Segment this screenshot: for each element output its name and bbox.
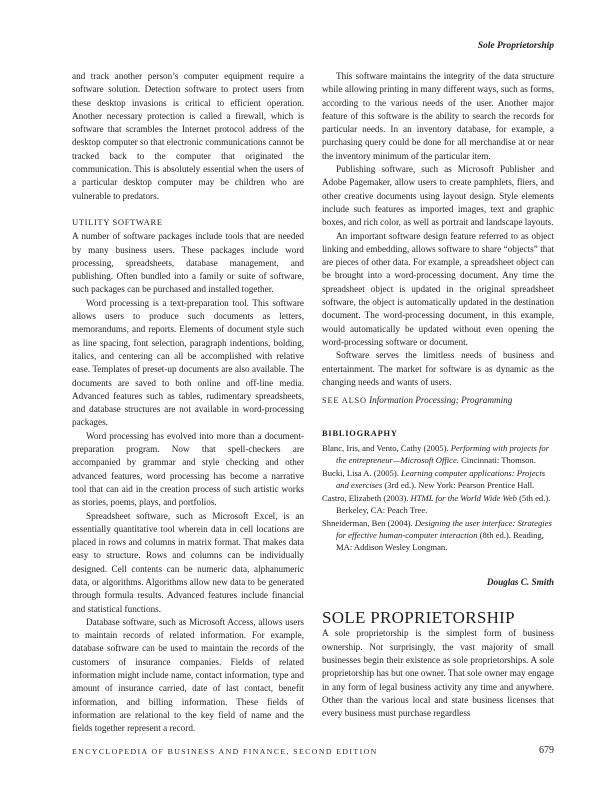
left-column	[72, 70, 304, 736]
bib-author-year: Castro, Elizabeth (2003).	[322, 492, 411, 503]
bibliography-entry	[322, 442, 554, 466]
entry-title: SOLE PROPRIETORSHIP	[322, 608, 515, 628]
paragraph: Word processing has evolved into more than a document-preparation program. Now that spell-checkers are accompanied by grammar and style checking and other advanced features, word processing has become a narrative tool that can aid in the creation process of such artistic works as stories, poems, plays, and portfolios.	[72, 430, 304, 508]
bib-title: Learning computer applications: Projects and exercises	[336, 467, 546, 490]
paragraph: Word processing is a text-preparation tool. This software allows users to produce such documents as letters, memorandums, and reports. Elements of document style such as line spacing, font selection, paragraph indentions, bolding, italics, and centering can all be accomplished with relative ease. Templates of preset-up documents are also available. The documents are saved to both online and off-line media. Advanced features such as tables, rudimentary spreadsheets, and database structures are not available in word-processing packages.	[72, 297, 304, 428]
bibliography-list	[322, 442, 554, 553]
footer-title: ENCYCLOPEDIA OF BUSINESS AND FINANCE, SECOND EDITION	[72, 747, 378, 756]
section-heading-utility-software: UTILITY SOFTWARE	[72, 216, 163, 227]
bibliography-entry	[322, 517, 554, 553]
bib-publisher: Cincinnati: Thomson.	[458, 454, 536, 465]
bib-title: Performing with projects for the entrepreneur—Microsoft Office.	[336, 442, 550, 465]
paragraph: Spreadsheet software, such as Microsoft Excel, is an essentially quantitative tool wherein data in cell locations are placed in rows and columns in matrix format. That makes data easy to structure. Rows and columns can be individually designed. Cell contents can be numeric data, alphanumeric data, or algorithms. Algorithms allow new data to be generated through formula results. Advanced features include financial and statistical functions.	[72, 510, 304, 614]
paragraph: A sole proprietorship is the simplest form of business ownership. Not surprisingly, the vast majority of small businesses begin their existence as sole proprietorships. A sole proprietorship has but one owner. That sole owner may engage in any form of legal business activity any time and anywhere. Other than the various local and state business licenses that every business must purchase regardless	[322, 628, 554, 719]
paragraph: Software serves the limitless needs of business and entertainment. The market for software is as dynamic as the changing needs and wants of users.	[322, 350, 554, 387]
right-column	[322, 70, 554, 720]
paragraph: An important software design feature referred to as object linking and embedding, allows software to share “objects” that are pieces of other data. For example, a spreadsheet object can be brought into a word-processing document. Any time the spreadsheet object is updated in the original spreadsheet software, the object is automatically updated in the destination document. The word-processing document, in this example, would automatically be updated without even opening the word-processing software or document.	[322, 230, 554, 347]
bibliography-entry	[322, 467, 554, 491]
bibliography-heading: BIBLIOGRAPHY	[322, 429, 398, 439]
bib-author-year: Bucki, Lisa A. (2005).	[322, 467, 402, 478]
paragraph: Database software, such as Microsoft Access, allows users to maintain records of related information. For example, database software can be used to maintain the records of the customers of insurance companies. Fields of related information might include name, contact information, type and amount of insurance carried, date of last contact, benefit information, and billing information. These fields of information are relational to the key field of name and the fields together represent a record.	[72, 616, 304, 734]
bib-author-year: Blanc, Iris, and Vento, Cathy (2005).	[322, 442, 451, 453]
bib-title: HTML for the World Wide Web	[410, 492, 517, 503]
see-also-links[interactable]: Information Processing; Programming	[369, 395, 513, 406]
paragraph: This software maintains the integrity of the data structure while allowing printing in many different ways, such as forms, according to the various needs of the user. Another major feature of this software is the ability to search the records for particular needs. In an inventory database, for example, a purchasing query could be done for all merchandise at or near the inventory minimum of the particular item.	[322, 71, 554, 161]
paragraph: Publishing software, such as Microsoft Publisher and Adobe Pagemaker, allow users to create pamphlets, fliers, and other creative documents using layout design. Style elements include such features as imported images, text and graphic boxes, and rich color, as well as portrait and landscape layouts.	[322, 164, 554, 228]
paragraph: and track another person’s computer equipment require a software solution. Detection software to protect users from these desktop invasions is critical to efficient operation. Another necessary protection is called a firewall, which is software that scrambles the Internet protocol address of the desktop computer so that electronic communications cannot be tracked back to the computer that originated the communication. This is absolutely essential when the users of a particular desktop computer may be children who are vulnerable to predators.	[72, 71, 304, 201]
bib-publisher: (5th ed.). Berkeley, CA: Peach Tree.	[336, 492, 551, 515]
paragraph: A number of software packages include tools that are needed by many business users. These packages include word processing, spreadsheets, database management, and publishing. Often bundled into a family or suite of software, such packages can be purchased and installed together.	[72, 231, 304, 295]
bib-publisher: (3rd ed.). New York: Pearson Prentice Hall.	[382, 479, 535, 490]
bib-publisher: (8th ed.). Reading, MA: Addison Wesley Longman.	[336, 529, 544, 552]
bibliography-entry	[322, 492, 554, 516]
bib-author-year: Shneiderman, Ben (2004).	[322, 517, 415, 528]
page-number: 679	[539, 745, 554, 756]
bib-title: Designing the user interface: Strategies for effective human-computer interaction	[336, 517, 552, 540]
running-head: Sole Proprietorship	[477, 41, 554, 51]
see-also	[322, 394, 554, 407]
see-also-label: SEE ALSO	[322, 396, 367, 406]
author-signature: Douglas C. Smith	[486, 576, 554, 587]
